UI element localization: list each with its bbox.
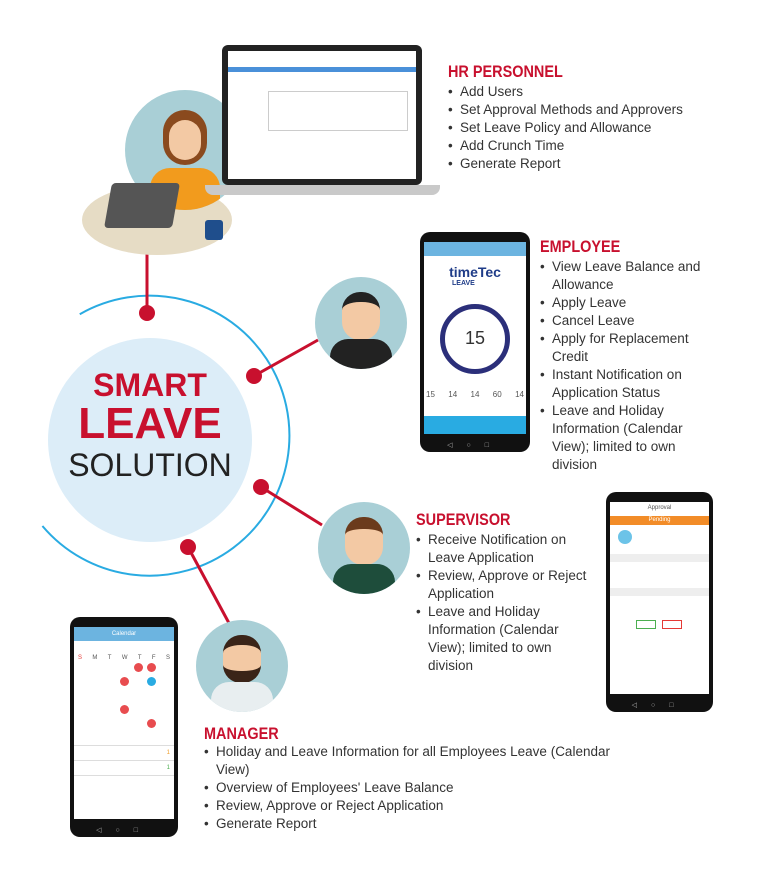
employee-list <box>540 258 715 474</box>
laptop-icon <box>104 183 180 228</box>
stat: 14 <box>448 390 458 399</box>
employee-avatar <box>315 277 407 369</box>
hr-title: HR PERSONNEL <box>448 62 563 81</box>
list-item: • Add Crunch Time <box>448 137 748 155</box>
manager-avatar <box>196 620 288 712</box>
day-label: F <box>151 655 156 661</box>
day-label: T <box>107 655 112 661</box>
approve-button[interactable] <box>636 620 656 629</box>
list-item: • Review, Approve or Reject Application <box>416 567 596 603</box>
supervisor-title: SUPERVISOR <box>416 510 511 529</box>
list-item: • Add Users <box>448 83 748 101</box>
node-dot <box>139 305 155 321</box>
leave-balance: 15 <box>440 304 510 374</box>
screen-header: Approval <box>647 505 672 511</box>
laptop-base <box>205 185 440 195</box>
brand-sub: LEAVE <box>452 280 475 287</box>
list-item: • Review, Approve or Reject Application <box>204 797 624 815</box>
laptop-screen <box>222 45 422 185</box>
center-title <box>50 368 250 484</box>
reject-button[interactable] <box>662 620 682 629</box>
title-leave: LEAVE <box>78 399 222 448</box>
list-item: • View Leave Balance and Allowance <box>540 258 715 294</box>
mug-icon <box>205 220 223 240</box>
list-item: • Instant Notification on Application Status <box>540 366 715 402</box>
manager-phone: Calendar S M T W T F S 1 1 ◁○□ <box>70 617 178 837</box>
stat: 15 <box>426 390 435 399</box>
list-item: • Cancel Leave <box>540 312 715 330</box>
stat: 14 <box>470 390 480 399</box>
screen-header: Calendar <box>74 627 174 641</box>
hr-list <box>448 83 748 173</box>
node-dot <box>180 539 196 555</box>
list-item: • Leave and Holiday Information (Calendar View); limited to own division <box>416 603 596 675</box>
list-item: • Generate Report <box>448 155 748 173</box>
supervisor-phone: Approval Pending ◁○□ <box>606 492 713 712</box>
day-label: M <box>92 655 98 661</box>
list-item: • Apply Leave <box>540 294 715 312</box>
list-item: • Set Leave Policy and Allowance <box>448 119 748 137</box>
list-item: • Leave and Holiday Information (Calendar View); limited to own division <box>540 402 715 474</box>
brand-logo: timeTec <box>449 264 501 280</box>
employee-title: EMPLOYEE <box>540 237 621 256</box>
status-bar: Pending <box>610 516 709 525</box>
day-label: T <box>137 655 142 661</box>
list-item: • Overview of Employees' Leave Balance <box>204 779 624 797</box>
list-row: 1 <box>74 745 174 760</box>
supervisor-avatar <box>318 502 410 594</box>
day-label: S <box>165 655 170 661</box>
day-label: W <box>121 655 128 661</box>
list-item: • Receive Notification on Leave Application <box>416 531 596 567</box>
supervisor-list <box>416 531 596 675</box>
manager-title: MANAGER <box>204 724 279 743</box>
node-dot <box>253 479 269 495</box>
manager-list <box>204 743 624 833</box>
list-item: • Generate Report <box>204 815 624 833</box>
list-item: • Set Approval Methods and Approvers <box>448 101 748 119</box>
list-row: 1 <box>74 760 174 776</box>
title-smart: SMART <box>93 367 207 403</box>
stat: 60 <box>492 390 502 399</box>
list-item: • Apply for Replacement Credit <box>540 330 715 366</box>
day-label: S <box>78 655 83 661</box>
list-item: • Holiday and Leave Information for all Employees Leave (Calendar View) <box>204 743 624 779</box>
employee-phone: timeTec LEAVE 15 15 14 14 60 14 ◁○□ <box>420 232 530 452</box>
title-solution: SOLUTION <box>68 447 232 483</box>
stat: 14 <box>515 390 524 399</box>
